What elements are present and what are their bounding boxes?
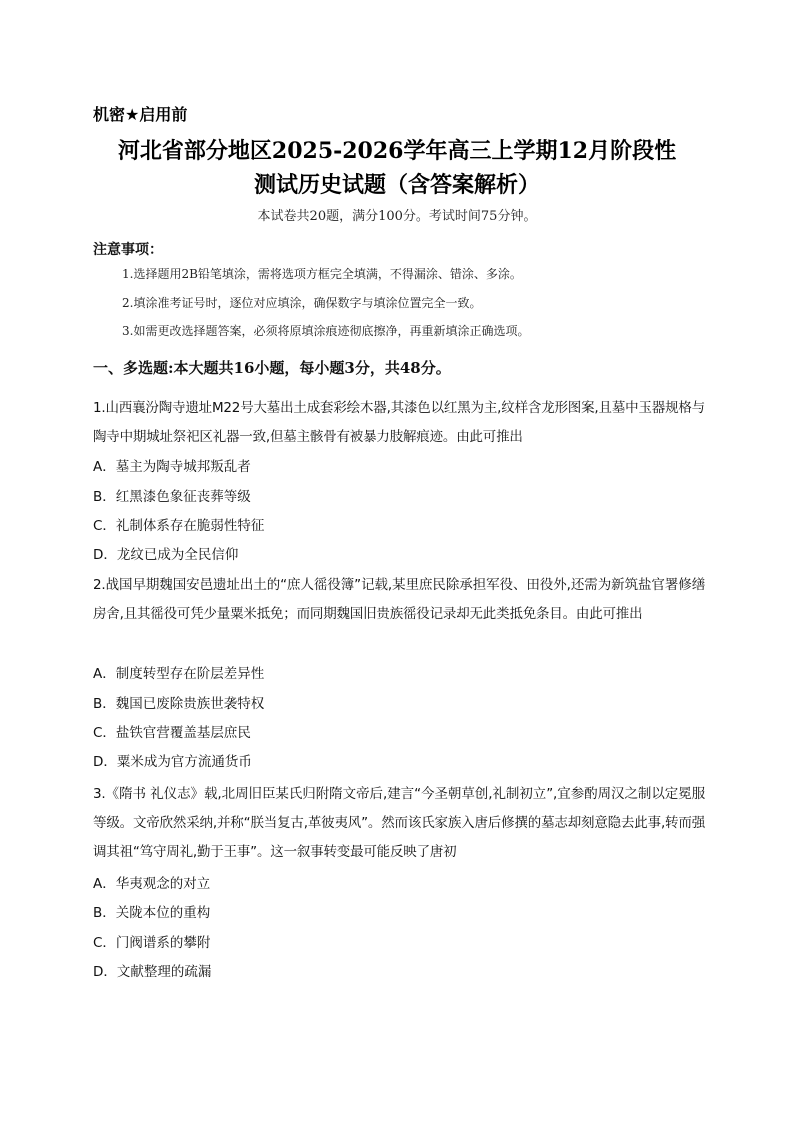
exam-title-line-1: 河北省部分地区2025-2026学年高三上学期12月阶段性 [117,138,677,164]
question-1-stem: 1.山西襄汾陶寺遗址M22号大墓出土成套彩绘木器,其漆色以红黑为主,纹样含龙形图案,且墓中玉器规格与陶寺中期城址祭祀区礼器一致,但墓主骸骨有被暴力肢解痕迹。由此可推出 [93,400,705,445]
question-1-option-c: C．礼制体系存在脆弱性特征 [93,518,265,534]
question-3-stem: 3.《隋书 礼仪志》载,北周旧臣某氏归附隋文帝后,建言“今圣朝草创,礼制初立”,宜参酌周汉之制以定冕服等级。文帝欣然采纳,并称“朕当复古,革彼夷风”。然而该氏家族入唐后修撰的墓志却刻意隐去此事,转而强调其祖“笃守周礼,勤于王事”。这一叙事转变最可能反映了唐初 [93,786,705,860]
section-heading: 一、多选题:本大题共16小题，每小题3分，共48分。 [93,359,451,377]
notice-item: 3.如需更改选择题答案，必须将原填涂痕迹彻底擦净，再重新填涂正确选项。 [122,324,530,338]
confidential-mark: 机密★启用前 [93,105,188,124]
question-3-option-c: C．门阀谱系的攀附 [93,935,211,951]
question-2-option-c: C．盐铁官营覆盖基层庶民 [93,725,251,741]
question-2-stem: 2.战国早期魏国安邑遗址出土的“庶人徭役簿”记载,某里庶民除承担军役、田役外,还需为新筑盐官署修缮房舍,且其徭役可凭少量粟米抵免；而同期魏国旧贵族徭役记录却无此类抵免条目。由此可推出 [93,577,705,622]
question-1-option-a: A．墓主为陶寺城邦叛乱者 [93,459,251,475]
notice-item: 2.填涂准考证号时，逐位对应填涂，确保数字与填涂位置完全一致。 [122,296,482,310]
question-3-option-d: D．文献整理的疏漏 [93,964,212,980]
exam-title-line-2: 测试历史试题（含答案解析） [253,172,540,198]
question-3-option-a: A．华夷观念的对立 [93,876,211,892]
question-3-option-b: B．关陇本位的重构 [93,905,211,921]
question-2-option-d: D．粟米成为官方流通货币 [93,754,252,770]
notice-item: 1.选择题用2B铅笔填涂，需将选项方框完全填满，不得漏涂、错涂、多涂。 [122,267,522,281]
notice-heading: 注意事项： [93,242,163,258]
question-1-option-d: D．龙纹已成为全民信仰 [93,547,239,563]
question-2-option-a: A．制度转型存在阶层差异性 [93,666,265,682]
exam-info: 本试卷共20题，满分100分。考试时间75分钟。 [257,209,537,224]
question-2-option-b: B．魏国已废除贵族世袭特权 [93,696,265,712]
question-1-option-b: B．红黑漆色象征丧葬等级 [93,489,251,505]
